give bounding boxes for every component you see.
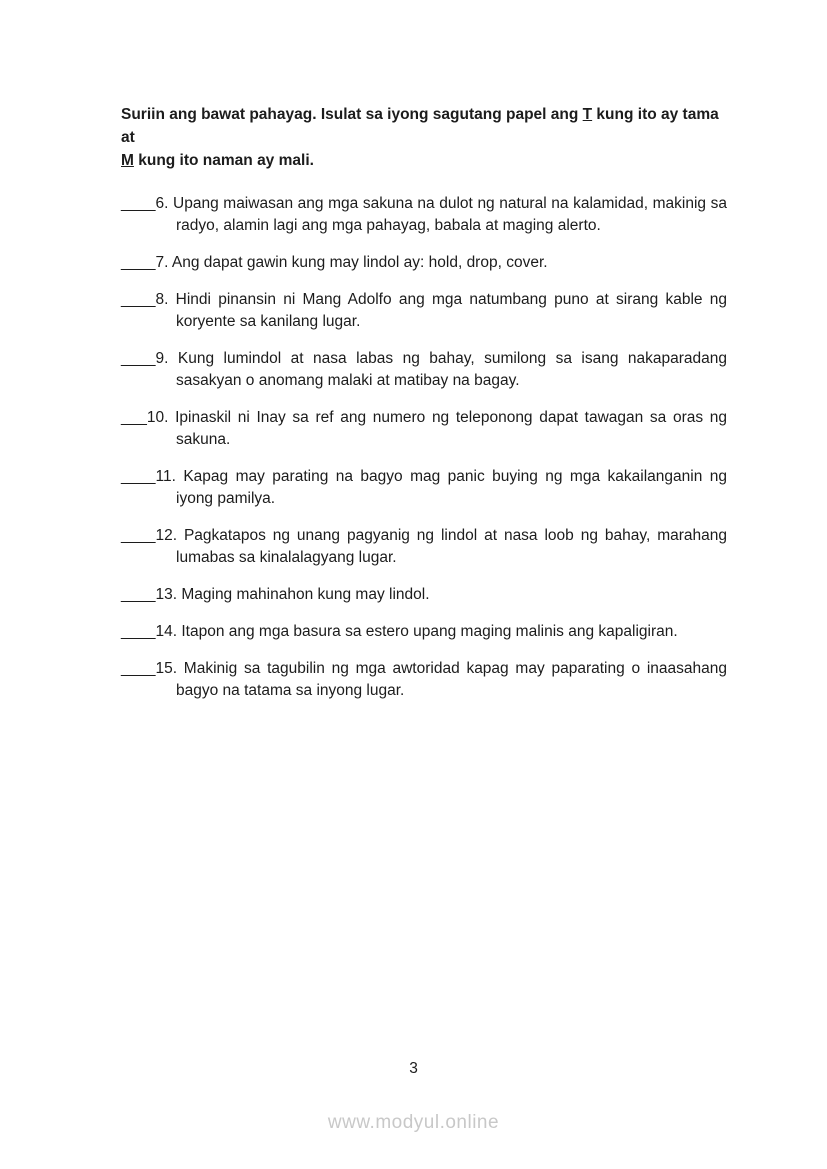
statement-text: Makinig sa tagubilin ng mga awtoridad kapag may paparating o inaasahang bagyo na tatama sa inyong lugar. [176,660,727,699]
statement-item-6 [121,193,727,237]
instructions-heading [121,103,727,172]
statement-item-15 [121,658,727,702]
statement-item-7 [121,252,727,274]
answer-blank: ____8. [121,291,169,308]
statement-text: Hindi pinansin ni Mang Adolfo ang mga natumbang puno at sirang kable ng koryente sa kanilang lugar. [175,291,727,330]
answer-blank: ____9. [121,350,169,367]
statement-item-12 [121,525,727,569]
statement-text: Maging mahinahon kung may lindol. [181,586,430,603]
statement-text: Ang dapat gawin kung may lindol ay: hold, drop, cover. [171,254,548,271]
letter-m-underlined: M [121,152,134,169]
answer-blank: ____6. [121,195,169,212]
statement-text: Ipinaskil ni Inay sa ref ang numero ng teleponong dapat tawagan sa oras ng sakuna. [175,409,728,448]
statement-separator [168,291,175,308]
statement-separator [177,527,184,544]
statement-text: Itapon ang mga basura sa estero upang maging malinis ang kapaligiran. [181,623,678,640]
watermark: www.modyul.online [327,1112,500,1133]
page-number: 3 [409,1060,418,1077]
statement-item-9 [121,348,727,392]
instructions-text-3: kung ito naman ay mali. [133,152,314,169]
statement-text: Pagkatapos ng unang pagyanig ng lindol at nasa loob ng bahay, marahang lumabas sa kinalalagyang lugar. [176,527,727,566]
answer-blank: ____13. [121,586,178,603]
statement-separator [177,660,184,677]
answer-blank: ____12. [121,527,178,544]
instructions-text-1: Suriin ang bawat pahayag. Isulat sa iyong sagutang papel ang [121,106,583,123]
statement-item-13 [121,584,727,606]
answer-blank: ____7. [121,254,169,271]
statement-item-14 [121,621,727,643]
instructions-text-2: kung ito ay tama at [121,106,719,146]
statement-item-8 [121,289,727,333]
statement-text: Upang maiwasan ang mga sakuna na dulot ng natural na kalamidad, makinig sa radyo, alamin lagi ang mga pahayag, babala at maging alerto. [173,195,727,234]
statement-text: Kapag may parating na bagyo mag panic buying ng mga kakailanganin ng iyong pamilya. [176,468,727,507]
letter-t-underlined: T [582,106,593,123]
statement-item-10 [121,407,727,451]
answer-blank: ___10. [121,409,169,426]
page-content [121,103,727,717]
statement-text: Kung lumindol at nasa labas ng bahay, sumilong sa isang nakaparadang sasakyan o anomang malaki at matibay na bagay. [176,350,728,389]
statement-list [121,193,727,702]
answer-blank: ____15. [121,660,178,677]
statement-separator [168,350,177,367]
statement-item-11 [121,466,727,510]
answer-blank: ____11. [121,468,176,485]
answer-blank: ____14. [121,623,178,640]
